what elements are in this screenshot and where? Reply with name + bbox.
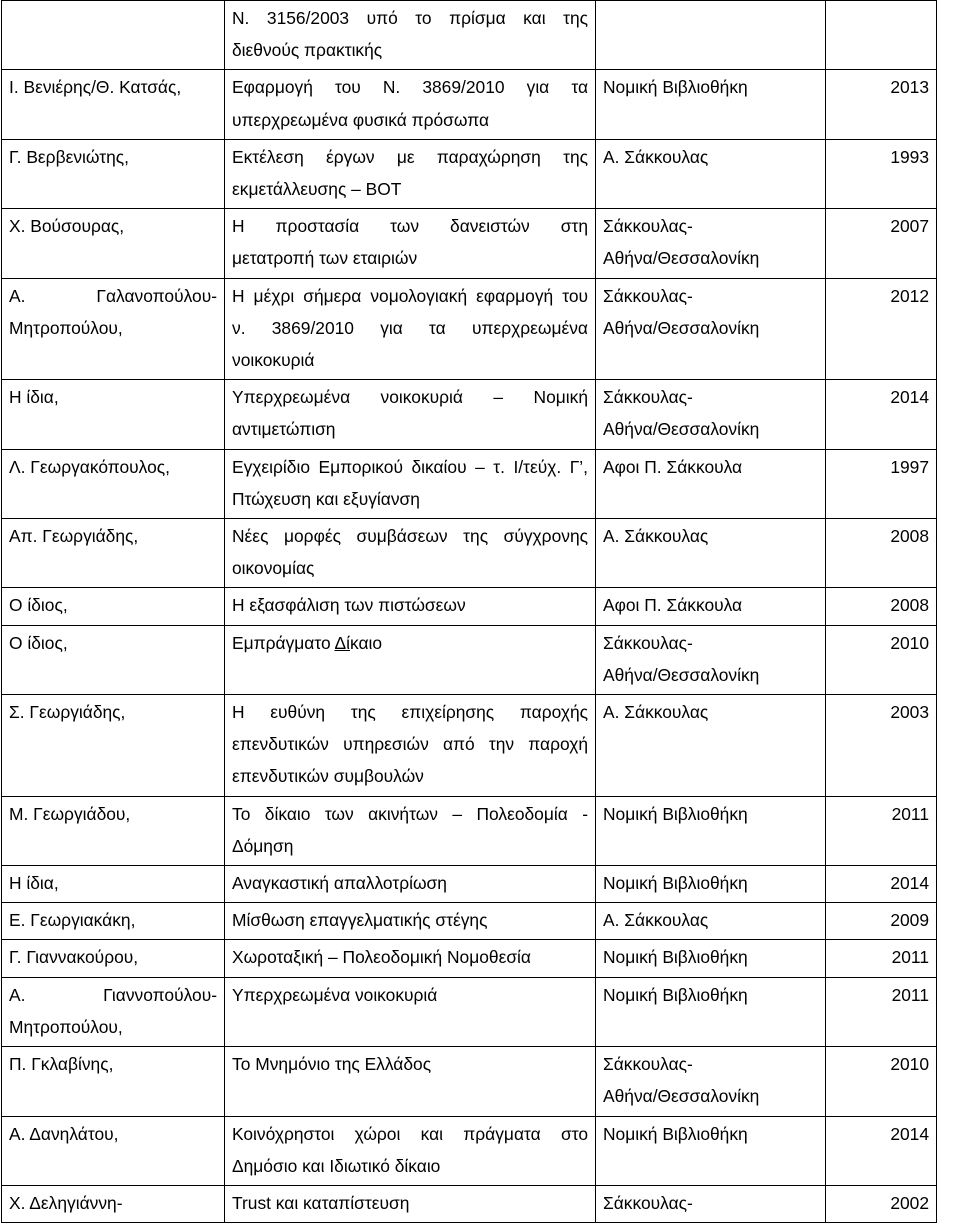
- title-cell: [225, 1047, 596, 1116]
- year-cell: [826, 977, 937, 1046]
- year-cell: [826, 139, 937, 208]
- table-row: [2, 903, 937, 940]
- year-value: 1997: [890, 456, 929, 477]
- publisher-line: Αθήνα/Θεσσαλονίκη: [603, 1086, 760, 1107]
- publisher-line: Νομική Βιβλιοθήκη: [603, 984, 748, 1005]
- title-cell: [225, 796, 596, 865]
- title-line: Η προστασία των δανειστών στη: [232, 216, 588, 237]
- year-cell: [826, 1, 937, 70]
- year-value: 1993: [890, 146, 929, 167]
- year-value: 2007: [890, 216, 929, 237]
- year-cell: [826, 625, 937, 694]
- author-cell: [2, 695, 225, 797]
- title-line: Χωροταξική – Πολεοδομική Νομοθεσία: [232, 947, 531, 968]
- table-row: [2, 1, 937, 70]
- table-row: [2, 209, 937, 278]
- publisher-line: Νομική Βιβλιοθήκη: [603, 1123, 748, 1144]
- title-cell: [225, 940, 596, 977]
- publisher-line: Α. Σάκκουλας: [603, 910, 709, 931]
- underlined-text: Δί: [334, 632, 350, 653]
- table-row: [2, 1185, 937, 1222]
- title-line: επενδυτικών υπηρεσιών από την παροχή: [232, 734, 588, 755]
- title-line: Κοινόχρηστοι χώροι και πράγματα στο: [232, 1123, 588, 1144]
- table-row: [2, 1116, 937, 1185]
- title-line: εκμετάλλευσης – ΒΟΤ: [232, 179, 402, 200]
- title-line: Η μέχρι σήμερα νομολογιακή εφαρμογή του: [232, 285, 588, 306]
- title-line: οικονομίας: [232, 558, 315, 579]
- author-cell: [2, 449, 225, 518]
- title-cell: [225, 1, 596, 70]
- year-cell: [826, 1116, 937, 1185]
- table-row: [2, 449, 937, 518]
- author-line: Απ. Γεωργιάδης,: [9, 526, 139, 547]
- title-line: Πτώχευση και εξυγίανση: [232, 488, 420, 509]
- author-cell: [2, 209, 225, 278]
- title-cell: [225, 588, 596, 625]
- title-line: Εγχειρίδιο Εμπορικού δικαίου – τ. Ι/τεύχ. Γ’,: [232, 456, 588, 477]
- author-cell: [2, 519, 225, 588]
- title-cell: [225, 1116, 596, 1185]
- author-line: Χ. Βούσουρας,: [9, 216, 125, 237]
- publisher-line: Σάκκουλας-: [603, 285, 693, 306]
- author-line: Ι. Βενιέρης/Θ. Κατσάς,: [9, 77, 182, 98]
- publisher-line: Νομική Βιβλιοθήκη: [603, 873, 748, 894]
- year-cell: [826, 588, 937, 625]
- publisher-line: Νομική Βιβλιοθήκη: [603, 947, 748, 968]
- publisher-line: Αφοι Π. Σάκκουλα: [603, 595, 743, 616]
- author-line: Ο ίδιος,: [9, 632, 68, 653]
- year-cell: [826, 903, 937, 940]
- author-cell: [2, 977, 225, 1046]
- year-cell: [826, 866, 937, 903]
- publisher-cell: [596, 903, 826, 940]
- title-cell: [225, 625, 596, 694]
- author-line: Χ. Δεληγιάννη-: [9, 1192, 123, 1213]
- author-line: Η ίδια,: [9, 873, 59, 894]
- year-value: 2012: [890, 285, 929, 306]
- publisher-cell: [596, 1047, 826, 1116]
- year-value: 2003: [890, 702, 929, 723]
- year-cell: [826, 796, 937, 865]
- author-line: Α. Γιαννοπούλου-: [9, 984, 217, 1005]
- title-cell: [225, 380, 596, 449]
- author-line: Γ. Βερβενιώτης,: [9, 146, 129, 167]
- title-line: Ν. 3156/2003 υπό το πρίσμα και της: [232, 8, 588, 28]
- year-value: 2011: [891, 803, 929, 824]
- title-cell: [225, 695, 596, 797]
- year-value: 2009: [890, 910, 929, 931]
- publisher-line: Αθήνα/Θεσσαλονίκη: [603, 419, 760, 440]
- title-line: [232, 627, 588, 659]
- publisher-cell: [596, 278, 826, 380]
- title-cell: [225, 70, 596, 139]
- table-row: [2, 588, 937, 625]
- year-cell: [826, 695, 937, 797]
- year-value: 2013: [890, 77, 929, 98]
- year-value: 2014: [890, 873, 929, 894]
- author-cell: [2, 625, 225, 694]
- table-row: [2, 519, 937, 588]
- table-row: [2, 625, 937, 694]
- year-value: 2014: [890, 387, 929, 408]
- publisher-line: Αφοι Π. Σάκκουλα: [603, 456, 743, 477]
- author-cell: [2, 380, 225, 449]
- publisher-line: Αθήνα/Θεσσαλονίκη: [603, 248, 760, 269]
- title-line: μετατροπή των εταιριών: [232, 248, 418, 269]
- title-line: Η ευθύνη της επιχείρησης παροχής: [232, 702, 588, 723]
- title-line: διεθνούς πρακτικής: [232, 40, 383, 61]
- publisher-line: Σάκκουλας-: [603, 1054, 693, 1075]
- title-fragment: Εμπράγματο: [232, 632, 335, 653]
- title-cell: [225, 866, 596, 903]
- author-line: Η ίδια,: [9, 387, 59, 408]
- title-cell: [225, 278, 596, 380]
- table-row: [2, 866, 937, 903]
- title-line: Trust και καταπίστευση: [232, 1192, 410, 1213]
- publisher-cell: [596, 70, 826, 139]
- title-line: αντιμετώπιση: [232, 419, 336, 440]
- title-line: Δημόσιο και Ιδιωτικό δίκαιο: [232, 1155, 441, 1176]
- author-cell: [2, 278, 225, 380]
- title-line: επενδυτικών συμβουλών: [232, 766, 424, 787]
- author-line: Ε. Γεωργιακάκη,: [9, 910, 136, 931]
- title-line: νοικοκυριά: [232, 350, 315, 371]
- publisher-line: Σάκκουλας-: [603, 387, 693, 408]
- author-cell: [2, 796, 225, 865]
- table-row: [2, 278, 937, 380]
- publisher-cell: [596, 209, 826, 278]
- year-cell: [826, 519, 937, 588]
- title-cell: [225, 903, 596, 940]
- year-value: 2011: [891, 984, 929, 1005]
- table-row: [2, 70, 937, 139]
- publisher-cell: [596, 139, 826, 208]
- publisher-cell: [596, 519, 826, 588]
- title-line: Το Μνημόνιο της Ελλάδος: [232, 1054, 432, 1075]
- table-row: [2, 1047, 937, 1116]
- year-cell: [826, 449, 937, 518]
- publisher-cell: [596, 940, 826, 977]
- publisher-line: Σάκκουλας-: [603, 216, 693, 237]
- title-line: Εκτέλεση έργων με παραχώρηση της: [232, 146, 588, 167]
- author-line: Ο ίδιος,: [9, 595, 68, 616]
- year-value: 2008: [890, 526, 929, 547]
- year-cell: [826, 209, 937, 278]
- title-line: Αναγκαστική απαλλοτρίωση: [232, 873, 447, 894]
- publisher-line: Νομική Βιβλιοθήκη: [603, 77, 748, 98]
- year-value: 2011: [891, 947, 929, 968]
- title-cell: [225, 519, 596, 588]
- year-cell: [826, 1185, 937, 1222]
- publisher-cell: [596, 1185, 826, 1222]
- publisher-cell: [596, 588, 826, 625]
- title-line: Εφαρμογή του Ν. 3869/2010 για τα: [232, 77, 588, 98]
- author-cell: [2, 70, 225, 139]
- author-cell: [2, 1116, 225, 1185]
- publisher-cell: [596, 866, 826, 903]
- title-fragment: καιο: [350, 632, 383, 653]
- author-line: Μ. Γεωργιάδου,: [9, 803, 131, 824]
- author-cell: [2, 940, 225, 977]
- author-line: Γ. Γιαννακούρου,: [9, 947, 139, 968]
- publisher-cell: [596, 796, 826, 865]
- title-cell: [225, 139, 596, 208]
- author-line: Α. Γαλανοπούλου-: [9, 285, 217, 306]
- publisher-line: Αθήνα/Θεσσαλονίκη: [603, 664, 760, 685]
- year-value: 2008: [890, 595, 929, 616]
- publisher-cell: [596, 625, 826, 694]
- publisher-cell: [596, 977, 826, 1046]
- author-cell: [2, 1, 225, 70]
- publisher-cell: [596, 1116, 826, 1185]
- title-line: ν. 3869/2010 για τα υπερχρεωμένα: [232, 317, 588, 338]
- year-value: 2010: [890, 632, 929, 653]
- publisher-cell: [596, 695, 826, 797]
- author-cell: [2, 903, 225, 940]
- table-row: [2, 380, 937, 449]
- author-line: Μητροπούλου,: [9, 317, 123, 338]
- title-line: Δόμηση: [232, 835, 294, 856]
- author-cell: [2, 866, 225, 903]
- publisher-cell: [596, 380, 826, 449]
- table-row: [2, 139, 937, 208]
- author-line: Π. Γκλαβίνης,: [9, 1054, 114, 1075]
- bibliography-table: [1, 0, 937, 1223]
- publisher-line: Α. Σάκκουλας: [603, 526, 709, 547]
- publisher-line: Αθήνα/Θεσσαλονίκη: [603, 317, 760, 338]
- title-line: Μίσθωση επαγγελματικής στέγης: [232, 910, 488, 931]
- publisher-line: Α. Σάκκουλας: [603, 146, 709, 167]
- author-cell: [2, 1185, 225, 1222]
- author-cell: [2, 588, 225, 625]
- bibliography-body: [2, 1, 937, 1223]
- title-line: Υπερχρεωμένα νοικοκυριά – Νομική: [232, 387, 588, 408]
- title-line: Το δίκαιο των ακινήτων – Πολεοδομία -: [232, 803, 588, 824]
- author-line: Α. Δανηλάτου,: [9, 1123, 119, 1144]
- publisher-line: Σάκκουλας-: [603, 632, 693, 653]
- publisher-line: Σάκκουλας-: [603, 1192, 693, 1213]
- year-cell: [826, 70, 937, 139]
- year-value: 2002: [890, 1192, 929, 1213]
- year-cell: [826, 940, 937, 977]
- publisher-cell: [596, 1, 826, 70]
- year-cell: [826, 278, 937, 380]
- publisher-line: Α. Σάκκουλας: [603, 702, 709, 723]
- author-line: Μητροπούλου,: [9, 1016, 123, 1037]
- title-line: υπερχρεωμένα φυσικά πρόσωπα: [232, 109, 490, 130]
- title-cell: [225, 209, 596, 278]
- year-value: 2014: [890, 1123, 929, 1144]
- year-cell: [826, 1047, 937, 1116]
- title-cell: [225, 449, 596, 518]
- title-line: Νέες μορφές συμβάσεων της σύγχρονης: [232, 526, 588, 547]
- publisher-line: Νομική Βιβλιοθήκη: [603, 803, 748, 824]
- title-line: Η εξασφάλιση των πιστώσεων: [232, 595, 466, 616]
- author-cell: [2, 139, 225, 208]
- table-row: [2, 977, 937, 1046]
- author-cell: [2, 1047, 225, 1116]
- title-cell: [225, 977, 596, 1046]
- publisher-cell: [596, 449, 826, 518]
- title-line: Υπερχρεωμένα νοικοκυριά: [232, 984, 438, 1005]
- year-cell: [826, 380, 937, 449]
- table-row: [2, 796, 937, 865]
- year-value: 2010: [890, 1054, 929, 1075]
- author-line: Σ. Γεωργιάδης,: [9, 702, 126, 723]
- table-row: [2, 940, 937, 977]
- title-cell: [225, 1185, 596, 1222]
- table-row: [2, 695, 937, 797]
- author-line: Λ. Γεωργακόπουλος,: [9, 456, 170, 477]
